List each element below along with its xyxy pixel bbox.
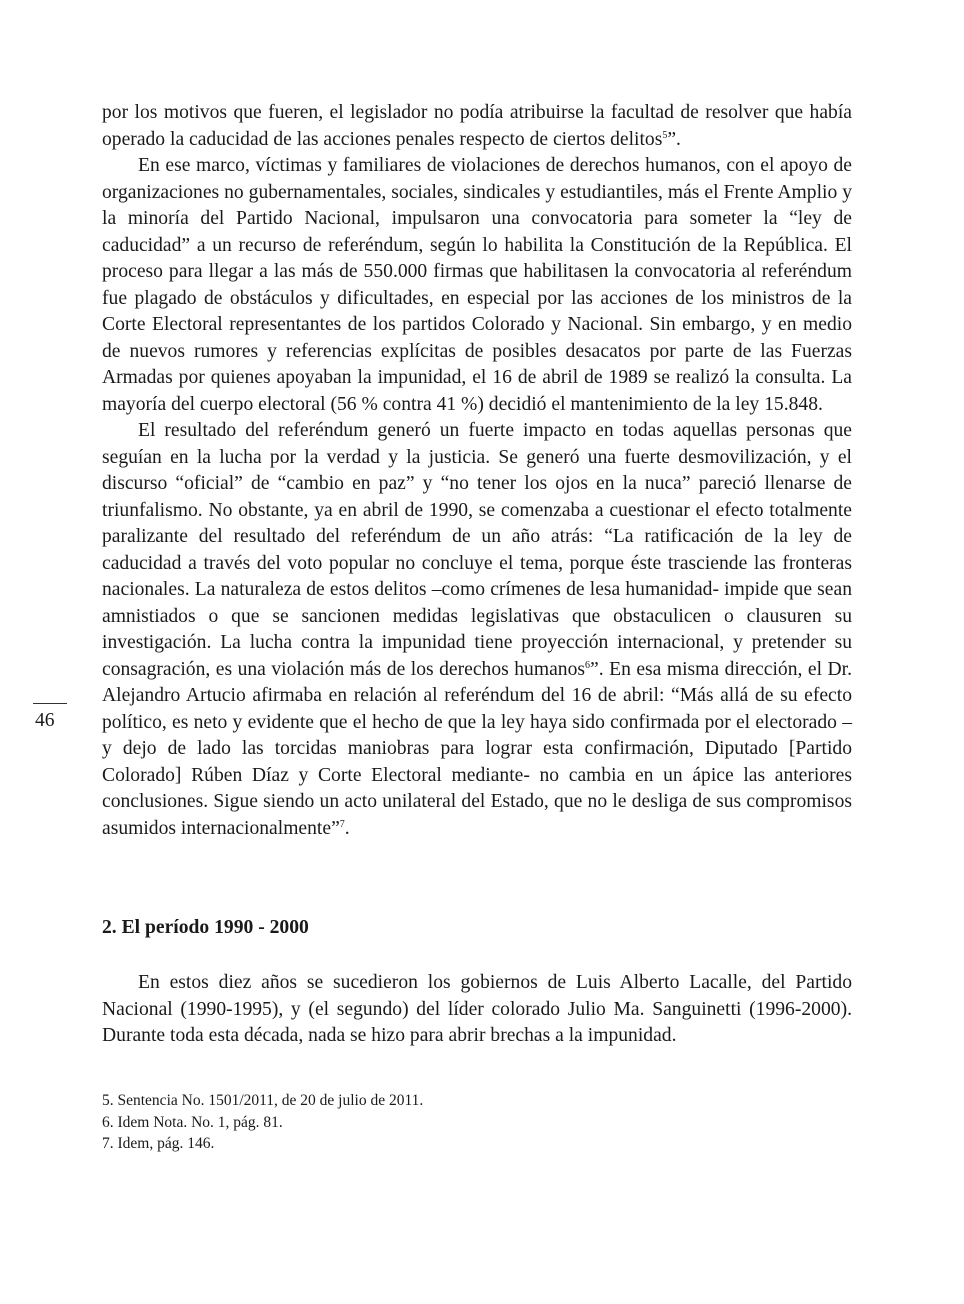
footnote-ref: 5	[662, 129, 668, 141]
footnote-6: 6. Idem Nota. No. 1, pág. 81.	[102, 1113, 283, 1131]
paragraph-text: por los motivos que fueren, el legislador no podía atribuirse la facultad de resolver que había operado la caducidad de las acciones penales respecto de ciertos delitos	[102, 102, 852, 150]
body-text	[102, 100, 852, 842]
paragraph-3	[102, 418, 852, 842]
footnote-7: 7. Idem, pág. 146.	[102, 1135, 215, 1152]
footnotes	[102, 1090, 852, 1155]
paragraph-text: El resultado del referéndum generó un fuerte impacto en todas aquellas personas que seguían en la lucha por la verdad y la justicia. Se generó una fuerte desmovilización, y el discurso “oficial” de “cambio en paz” y “no tener los ojos en la nuca” pareció llenarse de triunfalismo. No obstante, ya en abril de 1990, se comenzaba a cuestionar el efecto totalmente paralizante del resultado del referéndum de un año atrás: “La ratificación de la ley de caducidad a través del voto popular no concluye el tema, porque éste trasciende las fronteras nacionales. La naturaleza de estos delitos –como crímenes de lesa humanidad- impide que sean amnistiados o que se sancionen medidas legislativas que obstaculicen o clausuren su investigación. La lucha contra la impunidad tiene proyección internacional, y pretender su consagración, es una violación más de los derechos humanos	[102, 420, 852, 680]
paragraph-text: ”.	[667, 128, 681, 150]
paragraph-2	[102, 153, 852, 418]
paragraph-text: En ese marco, víctimas y familiares de violaciones de derechos humanos, con el apoyo de organizaciones no gubernamentales, sociales, sindicales y estudiantiles, más el Frente Amplio y la minoría del Partido Nacional, impulsaron una convocatoria para someter la “ley de caducidad” a un recurso de referéndum, según lo habilita la Constitución de la República. El proceso para llegar a las más de 550.000 firmas que habilitasen la convocatoria al referéndum fue plagado de obstáculos y dificultades, en especial por las acciones de los ministros de la Corte Electoral representantes de los partidos Colorado y Nacional. Sin embargo, y en medio de nuevos rumores y referencias explícitas de posibles desacatos por parte de las Fuerzas Armadas por quienes apoyaban la impunidad, el 16 de abril de 1989 se realizó la consulta. La mayoría del cuerpo electoral (56 % contra 41 %) decidió el mantenimiento de la ley 15.848.	[102, 155, 852, 415]
paragraph-text: .	[344, 817, 350, 839]
footnote-ref: 6	[585, 659, 591, 671]
footnote-5: 5. Sentencia No. 1501/2011, de 20 de julio de 2011.	[102, 1092, 424, 1109]
paragraph-text: ”. En esa misma dirección, el Dr. Alejandro Artucio afirmaba en relación al referéndum del 16 de abril: “Más allá de su efecto político, es neto y evidente que el hecho de que la ley haya sido confirmada por el electorado – y dejo de lado las torcidas maniobras para lograr esta confirmación, Diputado [Partido Colorado] Rúben Díaz y Corte Electoral mediante- no cambia en un ápice las anteriores conclusiones. Sigue siendo un acto unilateral del Estado, que no le desliga de sus compromisos asumidos internacionalmente”	[102, 658, 852, 839]
paragraph-4	[102, 970, 852, 1050]
section-body	[102, 970, 852, 1050]
footnote-ref: 7	[339, 818, 345, 830]
paragraph-text: En estos diez años se sucedieron los gobiernos de Luis Alberto Lacalle, del Partido Nacional (1990-1995), y (el segundo) del líder colorado Julio Ma. Sanguinetti (1996-2000). Durante toda esta década, nada se hizo para abrir brechas a la impunidad.	[102, 972, 852, 1046]
section-heading: 2. El período 1990 - 2000	[102, 917, 309, 938]
paragraph-1	[102, 100, 852, 153]
page-number-rule	[33, 703, 67, 704]
page-number: 46	[35, 710, 55, 731]
